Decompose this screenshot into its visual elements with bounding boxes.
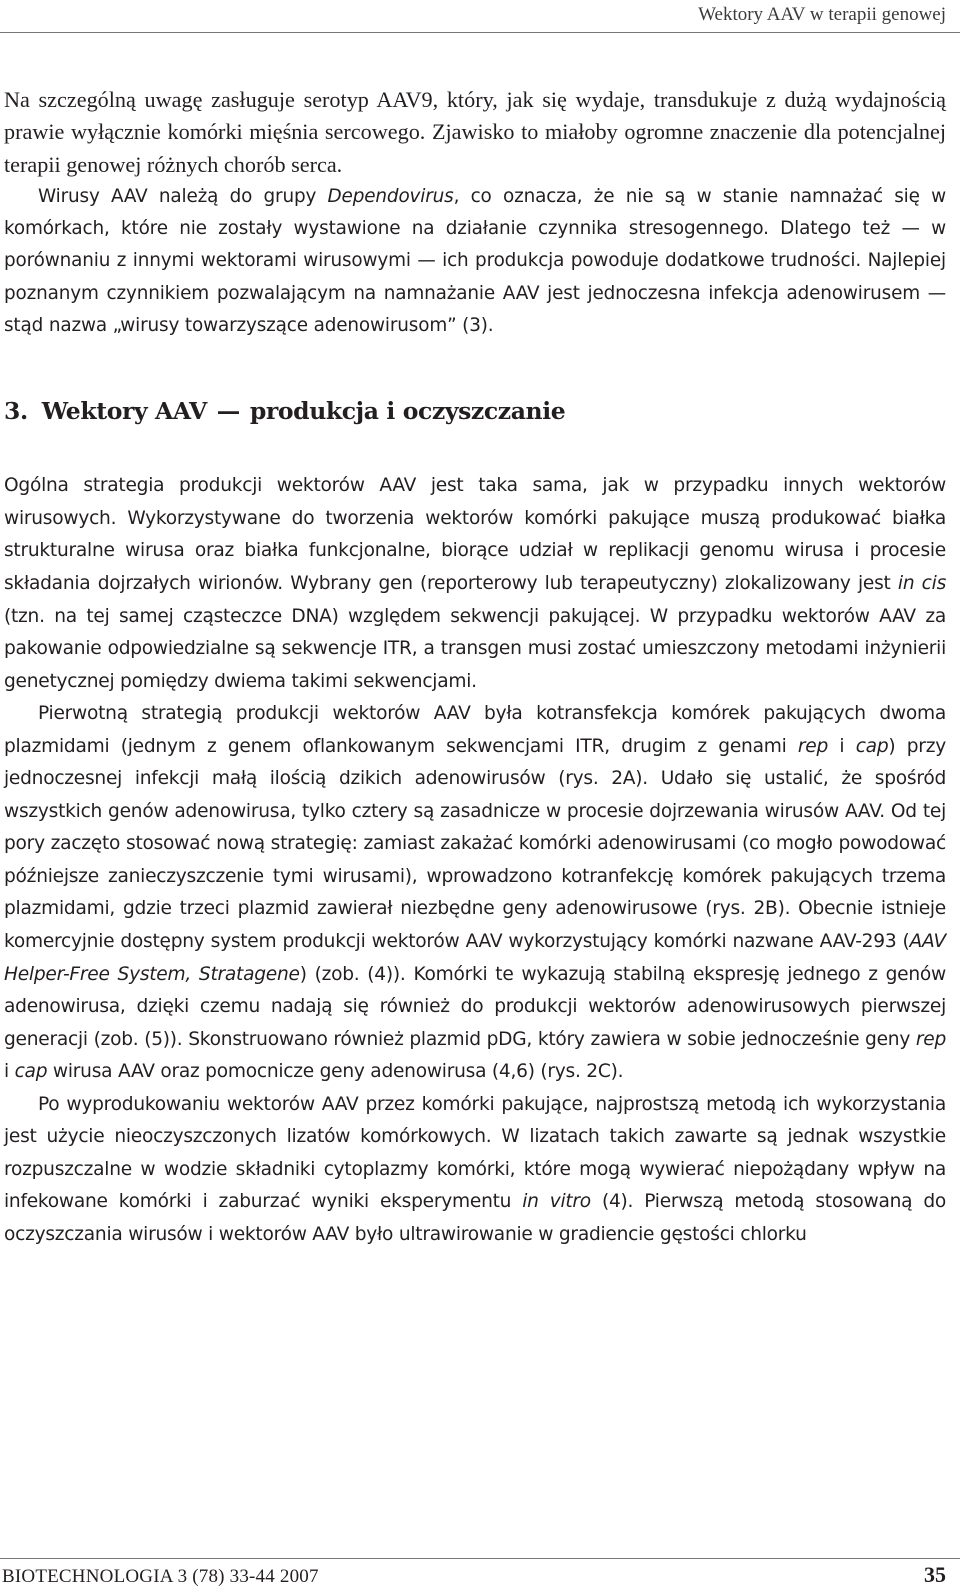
text-run: ) przy jednoczesnej infekcji małą ilością dzikich adenowirusów (rys. 2A). Udało się ustalić, że spośród wszystkich genów adenowirusa, tylko cztery są zasadnicze w procesie dojrzewania wirusów AAV. Od tej pory zaczęto stosować nową strategię: zamiast zakażać komórki adenowirusami (co mogło powodować późniejsze zanieczyszczenie tymi wirusami), wprowadzono kotranfekcję komórek pakujących trzema plazmidami, gdzie trzeci plazmid zawierał niezbędne geny adenowirusowe (rys. 2B). Obecnie istnieje komercyjnie dostępny system produkcji wektorów AAV wykorzystujący komórki nazwane AAV-293 ( [4,735,946,953]
italic-term: rep [797,735,829,757]
italic-term: cap [14,1061,48,1083]
text-run: i [828,735,856,757]
paragraph-text: Na szczególną uwagę zasługuje serotyp AAV9, który, jak się wydaje, transdukuje z dużą wydajnością prawie wyłącznie komórki mięśnia sercowego. Zjawisko to miałoby ogromne znaczenie dla potencjalnej terapii genowej różnych chorób serca. [4,87,946,177]
text-run: Wirusy AAV należą do grupy [38,185,328,207]
paragraph-purification [4,1089,946,1252]
paragraph-original-strategy [4,698,946,1089]
text-run: (4). Pierwszą metodą stosowaną do oczyszczania wirusów i wektorów AAV było ultrawirowanie w gradiencie gęstości chlorku [4,1191,946,1245]
italic-term: AAV Helper-Free System, Stratagene [4,931,946,985]
text-run: , co oznacza, że nie są w stanie namnażać się w komórkach, które nie zostały wystawione na działanie czynnika stresogennego. Dlatego też — w porównaniu z innymi wektorami wirusowymi — ich produkcja powoduje dodatkowe trudności. Najlepiej poznanym czynnikiem pozwalającym na namnażanie AAV jest jednoczesna infekcja adenowirusem — stąd nazwa „wirusy towarzyszące adenowirusom” (3). [4,185,946,337]
running-head: Wektory AAV w terapii genowej [698,4,946,25]
text-run: wirusa AAV oraz pomocnicze geny adenowirusa (4,6) (rys. 2C). [47,1061,624,1083]
italic-term: in cis [897,573,947,595]
text-run: ) (zob. (4)). Komórki te wykazują stabilną ekspresję jednego z genów adenowirusa, dzięki czemu nadają się również do produkcji wektorów adenowirusowych pierwszej generacji (zob. (5)). Skonstruowano również plazmid pDG, który zawiera w sobie jednocześnie geny [4,963,946,1050]
italic-term: cap [855,735,889,757]
text-run: i [4,1061,15,1083]
italic-term: in vitro [522,1191,591,1213]
header-rule [0,32,960,33]
paragraph-general-strategy [4,470,946,698]
footer-rule [0,1558,960,1559]
section-title-dash: — [216,397,240,426]
text-run: (tzn. na tej samej cząsteczce DNA) względem sekwencji pakującej. W przypadku wektorów AAV za pakowanie odpowiedzialne są sekwencje ITR, a transgen musi zostać umieszczony metodami inżynierii genetycznej pomiędzy dwiema takimi sekwencjami. [4,605,946,692]
section-title-part2: produkcja i oczyszczanie [249,397,566,426]
italic-term: Dependovirus [327,185,454,207]
section-heading [4,395,946,427]
text-run: Po wyprodukowaniu wektorów AAV przez komórki pakujące, najprostszą metodą ich wykorzystania jest użycie nieoczyszczonych lizatów komórkowych. W lizatach takich zawarte są jednak wszystkie rozpuszczalne w wodzie składniki cytoplazmy komórki, które mogą wywierać niepożądany wpływ na infekowane komórki i zaburzać wyniki eksperymentu [4,1093,946,1213]
journal-citation: BIOTECHNOLOGIA 3 (78) 33-44 2007 [2,1566,319,1587]
article-body [4,84,946,1252]
paragraph-dependovirus [4,181,946,342]
page-number: 35 [924,1562,946,1587]
text-run: Pierwotną strategią produkcji wektorów AAV była kotransfekcja komórek pakujących dwoma plazmidami (jednym z genem oflankowanym sekwencjami ITR, drugim z genami [4,703,946,757]
text-run: Ogólna strategia produkcji wektorów AAV jest taka sama, jak w przypadku innych wektorów wirusowych. Wykorzystywane do tworzenia wektorów komórki pakujące muszą produkować białka strukturalne wirusa oraz białka funkcjonalne, biorące udział w replikacji genomu wirusa i procesie składania dojrzałych wirionów. Wybrany gen (reporterowy lub terapeutyczny) zlokalizowany jest [4,475,946,595]
section-title-part1: Wektory AAV [41,397,207,426]
section-number: 3. [4,397,28,426]
paragraph-serotype-aav9 [4,84,946,181]
italic-term: rep [915,1028,946,1050]
